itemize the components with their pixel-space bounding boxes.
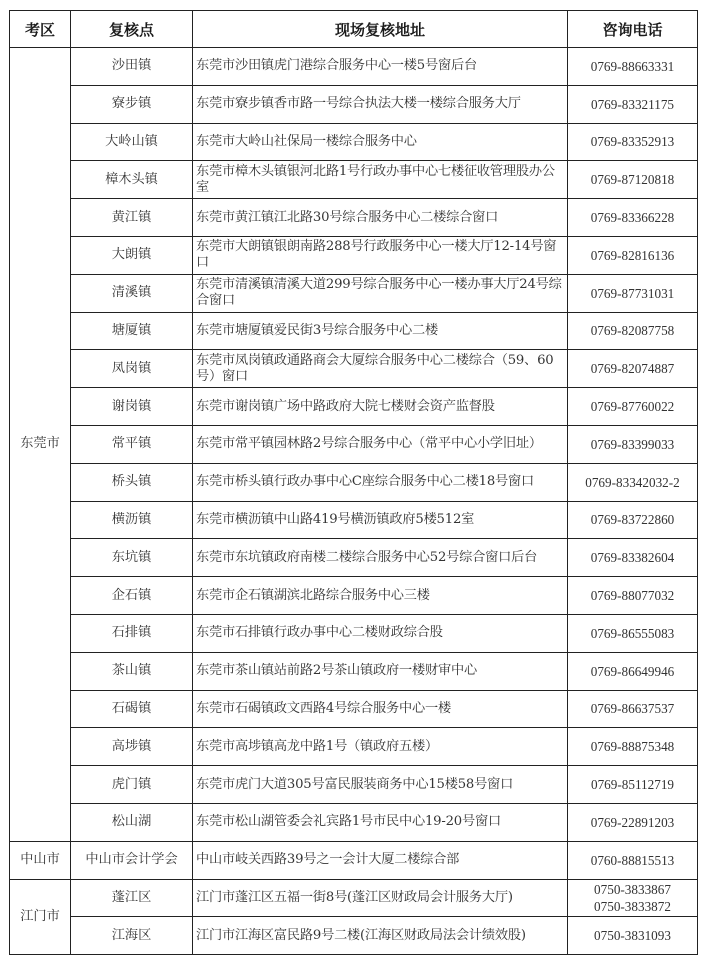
table-row bbox=[10, 274, 698, 312]
phone-cell bbox=[568, 879, 698, 917]
address-cell: 东莞市横沥镇中山路419号横沥镇政府5楼512室 bbox=[193, 501, 568, 539]
table-row bbox=[10, 501, 698, 539]
table-row bbox=[10, 879, 698, 917]
address-cell: 东莞市虎门大道305号富民服装商务中心15楼58号窗口 bbox=[193, 766, 568, 804]
phone-cell bbox=[568, 539, 698, 577]
table-row bbox=[10, 728, 698, 766]
review-point-cell: 东坑镇 bbox=[71, 539, 193, 577]
phone-cell bbox=[568, 652, 698, 690]
address-cell: 中山市岐关西路39号之一会计大厦二楼综合部 bbox=[193, 841, 568, 879]
phone-cell bbox=[568, 350, 698, 388]
review-point-cell: 沙田镇 bbox=[71, 48, 193, 86]
address-cell: 东莞市石碣镇政文西路4号综合服务中心一楼 bbox=[193, 690, 568, 728]
phone-number: 0769-88875348 bbox=[590, 739, 675, 755]
phone-number: 0769-87731031 bbox=[590, 285, 675, 301]
review-point-cell: 大岭山镇 bbox=[71, 123, 193, 161]
phone-number: 0769-86555083 bbox=[590, 625, 675, 641]
phone-number: 0769-86649946 bbox=[590, 663, 675, 679]
review-point-cell: 松山湖 bbox=[71, 803, 193, 841]
phone-cell bbox=[568, 123, 698, 161]
table-row bbox=[10, 199, 698, 237]
phone-cell bbox=[568, 425, 698, 463]
phone-number: 0769-88663331 bbox=[590, 58, 675, 74]
phone-cell bbox=[568, 614, 698, 652]
address-cell: 东莞市塘厦镇爱民街3号综合服务中心二楼 bbox=[193, 312, 568, 350]
address-cell: 东莞市寮步镇香市路一号综合执法大楼一楼综合服务大厅 bbox=[193, 85, 568, 123]
table-row bbox=[10, 539, 698, 577]
phone-cell bbox=[568, 841, 698, 879]
address-cell: 东莞市茶山镇站前路2号茶山镇政府一楼财审中心 bbox=[193, 652, 568, 690]
phone-cell bbox=[568, 463, 698, 501]
review-point-cell: 茶山镇 bbox=[71, 652, 193, 690]
phone-number: 0750-3831093 bbox=[594, 928, 671, 944]
address-cell: 东莞市大岭山社保局一楼综合服务中心 bbox=[193, 123, 568, 161]
table-row bbox=[10, 388, 698, 426]
address-cell: 东莞市沙田镇虎门港综合服务中心一楼5号窗后台 bbox=[193, 48, 568, 86]
review-point-cell: 樟木头镇 bbox=[71, 161, 193, 199]
table-row bbox=[10, 236, 698, 274]
review-point-cell: 黄江镇 bbox=[71, 199, 193, 237]
review-point-cell: 企石镇 bbox=[71, 577, 193, 615]
table-row bbox=[10, 577, 698, 615]
address-cell: 东莞市大朗镇银朗南路288号行政服务中心一楼大厅12-14号窗口 bbox=[193, 236, 568, 274]
table-row bbox=[10, 803, 698, 841]
phone-cell bbox=[568, 803, 698, 841]
review-point-cell: 中山市会计学会 bbox=[71, 841, 193, 879]
address-cell: 东莞市樟木头镇银河北路1号行政办事中心七楼征收管理股办公室 bbox=[193, 161, 568, 199]
phone-number: 0769-87120818 bbox=[590, 172, 675, 188]
phone-number: 0769-83342032-2 bbox=[585, 474, 680, 490]
review-point-cell: 桥头镇 bbox=[71, 463, 193, 501]
table-row bbox=[10, 123, 698, 161]
phone-number: 0750-3833867 bbox=[594, 881, 671, 897]
phone-number: 0769-82074887 bbox=[590, 361, 675, 377]
table-row bbox=[10, 917, 698, 955]
phone-number: 0769-82087758 bbox=[590, 323, 675, 339]
phone-cell bbox=[568, 766, 698, 804]
phone-cell bbox=[568, 236, 698, 274]
table-row bbox=[10, 425, 698, 463]
review-point-cell: 凤岗镇 bbox=[71, 350, 193, 388]
phone-number: 0760-88815513 bbox=[590, 852, 675, 868]
address-cell: 东莞市凤岗镇政通路商会大厦综合服务中心二楼综合（59、60号）窗口 bbox=[193, 350, 568, 388]
phone-number: 0769-83352913 bbox=[590, 134, 675, 150]
table-row bbox=[10, 652, 698, 690]
phone-number: 0769-83399033 bbox=[590, 436, 675, 452]
table-row bbox=[10, 48, 698, 86]
review-point-cell: 寮步镇 bbox=[71, 85, 193, 123]
header-address: 现场复核地址 bbox=[193, 11, 568, 48]
review-point-cell: 江海区 bbox=[71, 917, 193, 955]
area-cell: 江门市 bbox=[10, 879, 71, 955]
address-cell: 东莞市石排镇行政办事中心二楼财政综合股 bbox=[193, 614, 568, 652]
review-point-cell: 虎门镇 bbox=[71, 766, 193, 804]
address-cell: 东莞市常平镇园林路2号综合服务中心（常平中心小学旧址） bbox=[193, 425, 568, 463]
phone-number: 0769-87760022 bbox=[590, 399, 675, 415]
table-row bbox=[10, 161, 698, 199]
phone-cell bbox=[568, 85, 698, 123]
phone-cell bbox=[568, 690, 698, 728]
table-body bbox=[10, 48, 698, 955]
review-sites-table bbox=[9, 10, 698, 955]
address-cell: 东莞市清溪镇清溪大道299号综合服务中心一楼办事大厅24号综合窗口 bbox=[193, 274, 568, 312]
phone-cell bbox=[568, 161, 698, 199]
phone-cell bbox=[568, 728, 698, 766]
review-point-cell: 谢岗镇 bbox=[71, 388, 193, 426]
table-row bbox=[10, 841, 698, 879]
address-cell: 东莞市东坑镇政府南楼二楼综合服务中心52号综合窗口后台 bbox=[193, 539, 568, 577]
phone-number: 0769-83382604 bbox=[590, 550, 675, 566]
phone-cell bbox=[568, 917, 698, 955]
phone-cell bbox=[568, 312, 698, 350]
phone-cell bbox=[568, 577, 698, 615]
phone-number: 0769-22891203 bbox=[590, 814, 675, 830]
table-row bbox=[10, 463, 698, 501]
phone-cell bbox=[568, 501, 698, 539]
table-row bbox=[10, 766, 698, 804]
address-cell: 东莞市高埗镇高龙中路1号（镇政府五楼） bbox=[193, 728, 568, 766]
address-cell: 东莞市黄江镇江北路30号综合服务中心二楼综合窗口 bbox=[193, 199, 568, 237]
phone-number: 0769-83722860 bbox=[590, 512, 675, 528]
table-row bbox=[10, 312, 698, 350]
phone-cell bbox=[568, 48, 698, 86]
header-row bbox=[10, 11, 698, 48]
review-point-cell: 常平镇 bbox=[71, 425, 193, 463]
phone-number: 0769-86637537 bbox=[590, 701, 675, 717]
header-area: 考区 bbox=[10, 11, 71, 48]
address-cell: 东莞市桥头镇行政办事中心C座综合服务中心二楼18号窗口 bbox=[193, 463, 568, 501]
phone-number: 0769-83366228 bbox=[590, 210, 675, 226]
address-cell: 江门市江海区富民路9号二楼(江海区财政局法会计绩效股) bbox=[193, 917, 568, 955]
review-point-cell: 清溪镇 bbox=[71, 274, 193, 312]
table-header bbox=[10, 11, 698, 48]
table-row bbox=[10, 350, 698, 388]
table-row bbox=[10, 614, 698, 652]
area-cell: 中山市 bbox=[10, 841, 71, 879]
header-point: 复核点 bbox=[71, 11, 193, 48]
phone-number: 0769-82816136 bbox=[590, 247, 675, 263]
table-row bbox=[10, 690, 698, 728]
phone-number: 0750-3833872 bbox=[594, 898, 671, 914]
review-point-cell: 塘厦镇 bbox=[71, 312, 193, 350]
area-cell: 东莞市 bbox=[10, 48, 71, 842]
phone-number: 0769-83321175 bbox=[590, 96, 675, 112]
review-point-cell: 石排镇 bbox=[71, 614, 193, 652]
review-point-cell: 石碣镇 bbox=[71, 690, 193, 728]
address-cell: 东莞市谢岗镇广场中路政府大院七楼财会资产监督股 bbox=[193, 388, 568, 426]
review-point-cell: 蓬江区 bbox=[71, 879, 193, 917]
phone-cell bbox=[568, 388, 698, 426]
address-cell: 东莞市松山湖管委会礼宾路1号市民中心19-20号窗口 bbox=[193, 803, 568, 841]
address-cell: 东莞市企石镇湖滨北路综合服务中心三楼 bbox=[193, 577, 568, 615]
phone-number: 0769-85112719 bbox=[590, 777, 675, 793]
phone-cell bbox=[568, 199, 698, 237]
address-cell: 江门市蓬江区五福一街8号(蓬江区财政局会计服务大厅) bbox=[193, 879, 568, 917]
review-point-cell: 横沥镇 bbox=[71, 501, 193, 539]
header-phone: 咨询电话 bbox=[568, 11, 698, 48]
review-point-cell: 大朗镇 bbox=[71, 236, 193, 274]
phone-number: 0769-88077032 bbox=[590, 588, 675, 604]
table-row bbox=[10, 85, 698, 123]
review-point-cell: 高埗镇 bbox=[71, 728, 193, 766]
phone-cell bbox=[568, 274, 698, 312]
